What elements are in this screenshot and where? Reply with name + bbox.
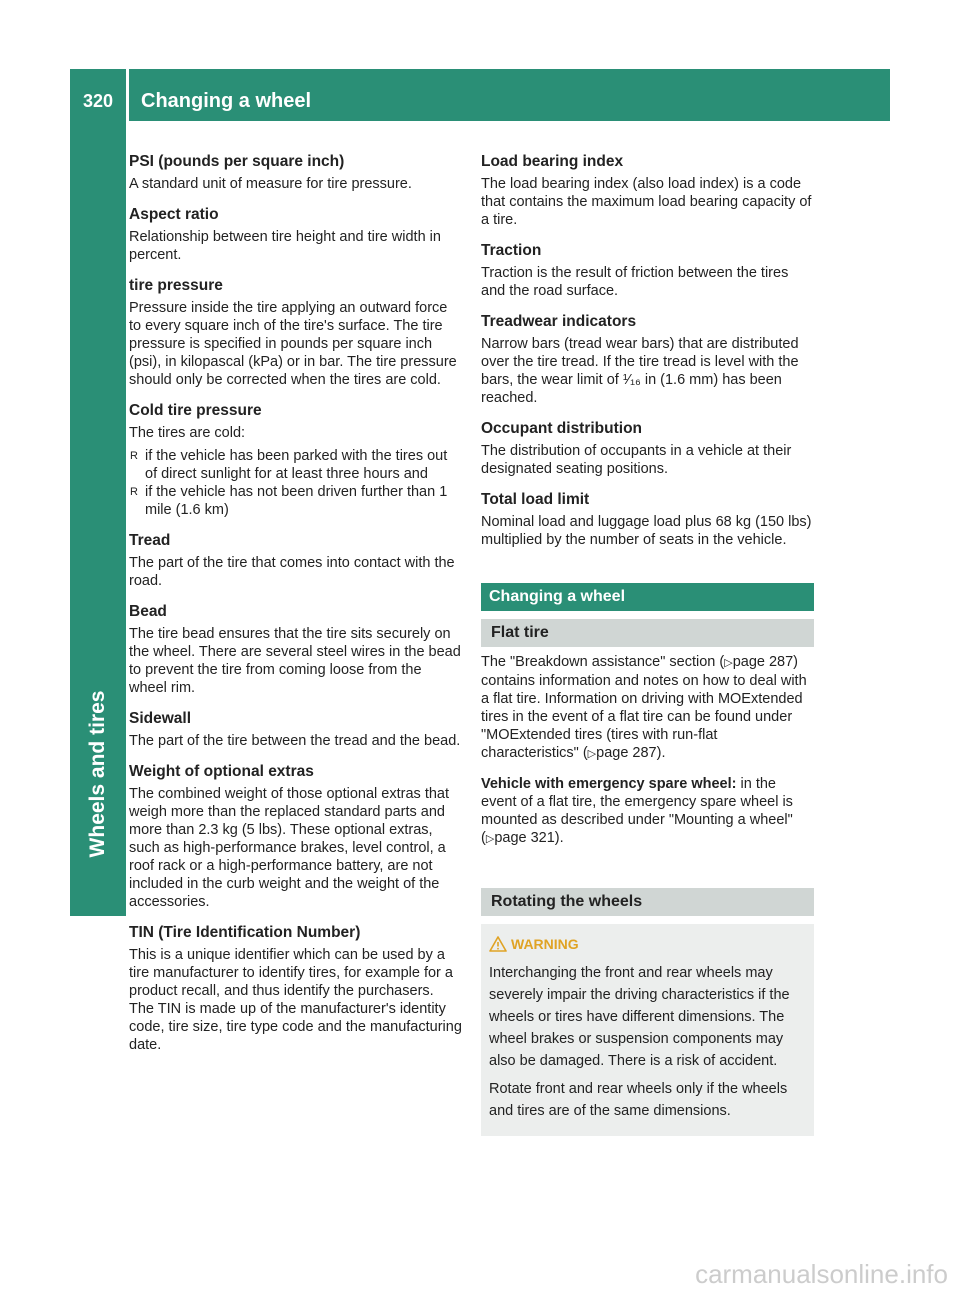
spare-wheel-link-321[interactable]: page 321).: [494, 830, 564, 846]
page-ref-icon: ▷: [587, 748, 597, 760]
treadwear-text: Narrow bars (tread wear bars) that are distributed over the tire tread. If the tire tread is level with the bars, the wear limit of ¹⁄₁₆ in (1.6 mm) has been reached.: [481, 336, 799, 406]
warning-header: [489, 934, 806, 957]
psi-heading: PSI (pounds per square inch): [129, 153, 345, 170]
cold-tire-pressure-intro: The tires are cold:: [129, 425, 246, 441]
flat-tire-text-a: The "Breakdown assistance" section (: [481, 654, 725, 670]
load-index-heading: Load bearing index: [481, 153, 624, 170]
aspect-ratio-text: Relationship between tire height and tire width in percent.: [129, 229, 441, 263]
spare-wheel-text: [481, 775, 814, 848]
list-item: [129, 483, 462, 519]
tread-text: The part of the tire that comes into contact with the road.: [129, 555, 455, 589]
watermark-text: carmanualsonline.info: [695, 1259, 948, 1289]
sidewall-heading: Sidewall: [129, 710, 192, 727]
warning-text-2: Rotate front and rear wheels only if the wheels and tires are of the same dimensions.: [489, 1081, 788, 1119]
tire-pressure-text: Pressure inside the tire applying an outward force to every square inch of the tire's surface. The tire pressure is specified in pounds per square inch (psi), in kilopascal (kPa) or in bar. The tire pressure should only be corrected when the tires are cold.: [129, 300, 457, 388]
flat-tire-link-287b[interactable]: page 287).: [596, 745, 666, 761]
list-item: [129, 447, 462, 483]
tin-text: This is a unique identifier which can be used by a tire manufacturer to identify tires, for example for a product recall, and thus identify the purchasers. The TIN is made up of the manufacturer's identity code, tire size, tire type code and the manufacturing date.: [129, 947, 462, 1053]
bullet-icon: R: [130, 450, 138, 462]
psi-text: A standard unit of measure for tire pressure.: [129, 176, 412, 192]
bullet-text: if the vehicle has not been driven further than 1 mile (1.6 km): [145, 484, 448, 518]
tread-heading: Tread: [129, 532, 171, 549]
weight-optional-text: The combined weight of those optional extras that weigh more than the replaced standard parts and more than 2.3 kg (5 lbs). These optional extras, such as high-performance brakes, level control, a roof rack or a high-performance battery, are not included in the curb weight and the weight of the accessories.: [129, 786, 449, 910]
total-load-heading: Total load limit: [481, 491, 590, 508]
total-load-text: Nominal load and luggage load plus 68 kg (150 lbs) multiplied by the number of seats in the vehicle.: [481, 514, 812, 548]
page-ref-icon: ▷: [485, 833, 495, 845]
bullet-icon: R: [130, 486, 138, 498]
left-column: [129, 152, 462, 1066]
cold-tire-pressure-list: [129, 447, 462, 519]
treadwear-heading: Treadwear indicators: [481, 313, 637, 330]
header-divider: [126, 69, 129, 121]
tin-heading: TIN (Tire Identification Number): [129, 924, 361, 941]
warning-text-1: Interchanging the front and rear wheels may severely impair the driving characteristics if the wheels or tires have different dimensions. The wheel brakes or suspension components may also be damaged. There is a risk of accident.: [489, 965, 790, 1069]
warning-triangle-icon: [489, 936, 507, 957]
cold-tire-pressure-heading: Cold tire pressure: [129, 402, 262, 419]
flat-tire-text: [481, 653, 814, 763]
spare-wheel-label: Vehicle with emergency spare wheel:: [481, 776, 737, 792]
header-title: Changing a wheel: [141, 90, 312, 112]
weight-optional-heading: Weight of optional extras: [129, 763, 314, 780]
subsection-rotating-wheels: Rotating the wheels: [481, 888, 814, 916]
section-changing-wheel: Changing a wheel: [481, 583, 814, 611]
bead-text: The tire bead ensures that the tire sits securely on the wheel. There are several steel wires in the bead to prevent the tire from coming loose from the wheel rim.: [129, 626, 461, 696]
right-column: [481, 152, 814, 1136]
sidewall-text: The part of the tire between the tread and the bead.: [129, 733, 461, 749]
load-index-text: The load bearing index (also load index) is a code that contains the maximum load bearing capacity of a tire.: [481, 176, 812, 228]
aspect-ratio-heading: Aspect ratio: [129, 206, 219, 223]
warning-box: [481, 924, 814, 1136]
footer-watermark: [0, 1245, 960, 1302]
subsection-flat-tire: Flat tire: [481, 619, 814, 647]
bullet-text: if the vehicle has been parked with the tires out of direct sunlight for at least three hours and: [145, 448, 448, 482]
occupant-text: The distribution of occupants in a vehicle at their designated seating positions.: [481, 443, 792, 477]
spare-wheel-text-a: in the event of a flat tire, the emergency spare wheel is mounted as described under "Mounting a wheel" (: [481, 776, 793, 846]
traction-heading: Traction: [481, 242, 542, 259]
flat-tire-link-287[interactable]: page 287) contains information and notes on how to deal with a flat tire. Information on driving with MOExtended tires in the event of a flat tire can be found under "MOExtended tires (tires with run-flat characteristics" (: [481, 654, 807, 761]
occupant-heading: Occupant distribution: [481, 420, 643, 437]
bead-heading: Bead: [129, 603, 167, 620]
traction-text: Traction is the result of friction between the tires and the road surface.: [481, 265, 789, 299]
page-number: 320: [82, 91, 114, 111]
page-ref-icon: ▷: [724, 657, 733, 669]
warning-label: WARNING: [511, 936, 579, 952]
tire-pressure-heading: tire pressure: [129, 277, 223, 294]
side-tab-label: Wheels and tires: [86, 690, 109, 858]
